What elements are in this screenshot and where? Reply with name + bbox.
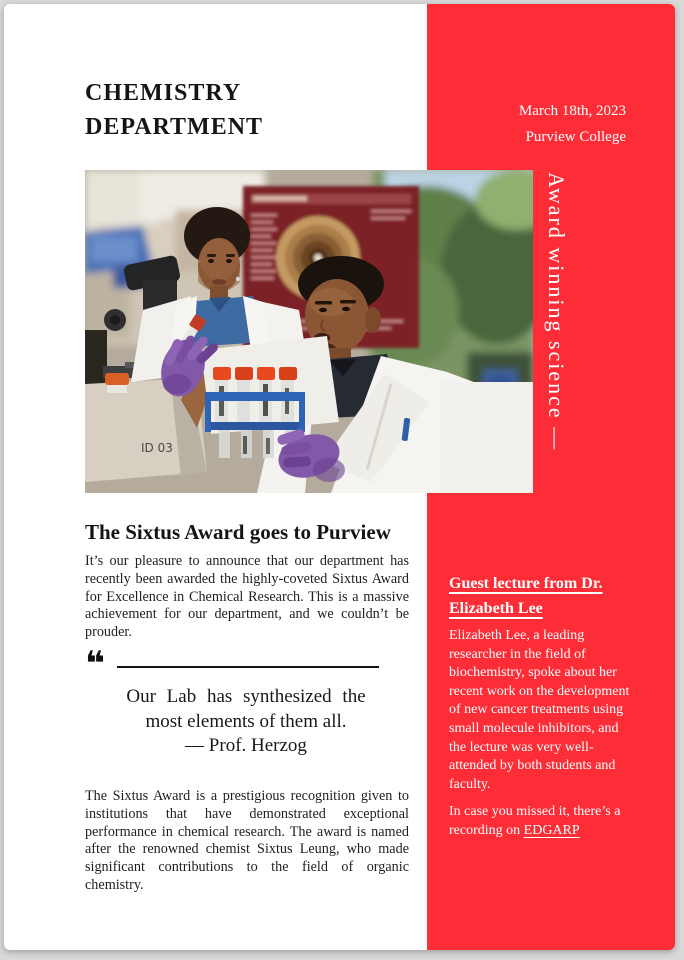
lab-photo xyxy=(85,170,533,493)
institution-name: Purview College xyxy=(525,129,626,145)
edgarp-link[interactable]: EDGARP xyxy=(523,822,580,838)
recording-note xyxy=(449,803,633,840)
recording-note-text: In case you missed it, there’s a recording on xyxy=(449,804,621,838)
title-line-2: DEPARTMENT xyxy=(85,114,264,140)
sidebar-heading: Guest lecture from Dr. Elizabeth Lee xyxy=(449,575,603,617)
quote-mark-icon: ❝ xyxy=(85,644,105,684)
quote-divider xyxy=(117,666,379,668)
title-line-1: CHEMISTRY xyxy=(85,80,242,106)
newsletter-title xyxy=(85,76,263,144)
sidebar-story xyxy=(449,571,633,841)
article-heading: The Sixtus Award goes to Purview xyxy=(85,520,391,544)
quote-attribution: — Prof. Herzog xyxy=(185,735,307,756)
microscope-label: ID 03 xyxy=(141,441,173,455)
article-paragraph-2: The Sixtus Award is a prestigious recognition given to institutions that have demonstrated exceptional performance in chemical research. The award is named after the renowned chemist Sixtus Leung, who made significant contributions to the field of organic chemistry. xyxy=(85,788,409,893)
pull-quote xyxy=(114,685,378,759)
quote-ornament-row xyxy=(85,644,379,684)
issue-date: March 18th, 2023 xyxy=(518,103,626,119)
issue-info xyxy=(519,98,626,150)
sidebar-paragraph: Elizabeth Lee, a leading researcher in the field of biochemistry, spoke about her recent work on the development of new cancer treatments using small molecule inhibitors, and the lecture was very well-attended by both students and faculty. xyxy=(449,628,630,792)
article-paragraph-1: It’s our pleasure to announce that our department has recently been awarded the highly-coveted Sixtus Award for Excellence in Chemical Research. This is a massive achievement for our department, and we couldn’t be prouder. xyxy=(85,553,409,641)
newsletter-page xyxy=(4,4,675,950)
vertical-banner: Award winning science — xyxy=(544,172,569,452)
quote-line-1: Our Lab has synthesized the xyxy=(126,686,366,707)
quote-line-2: most elements of them all. xyxy=(145,710,347,732)
